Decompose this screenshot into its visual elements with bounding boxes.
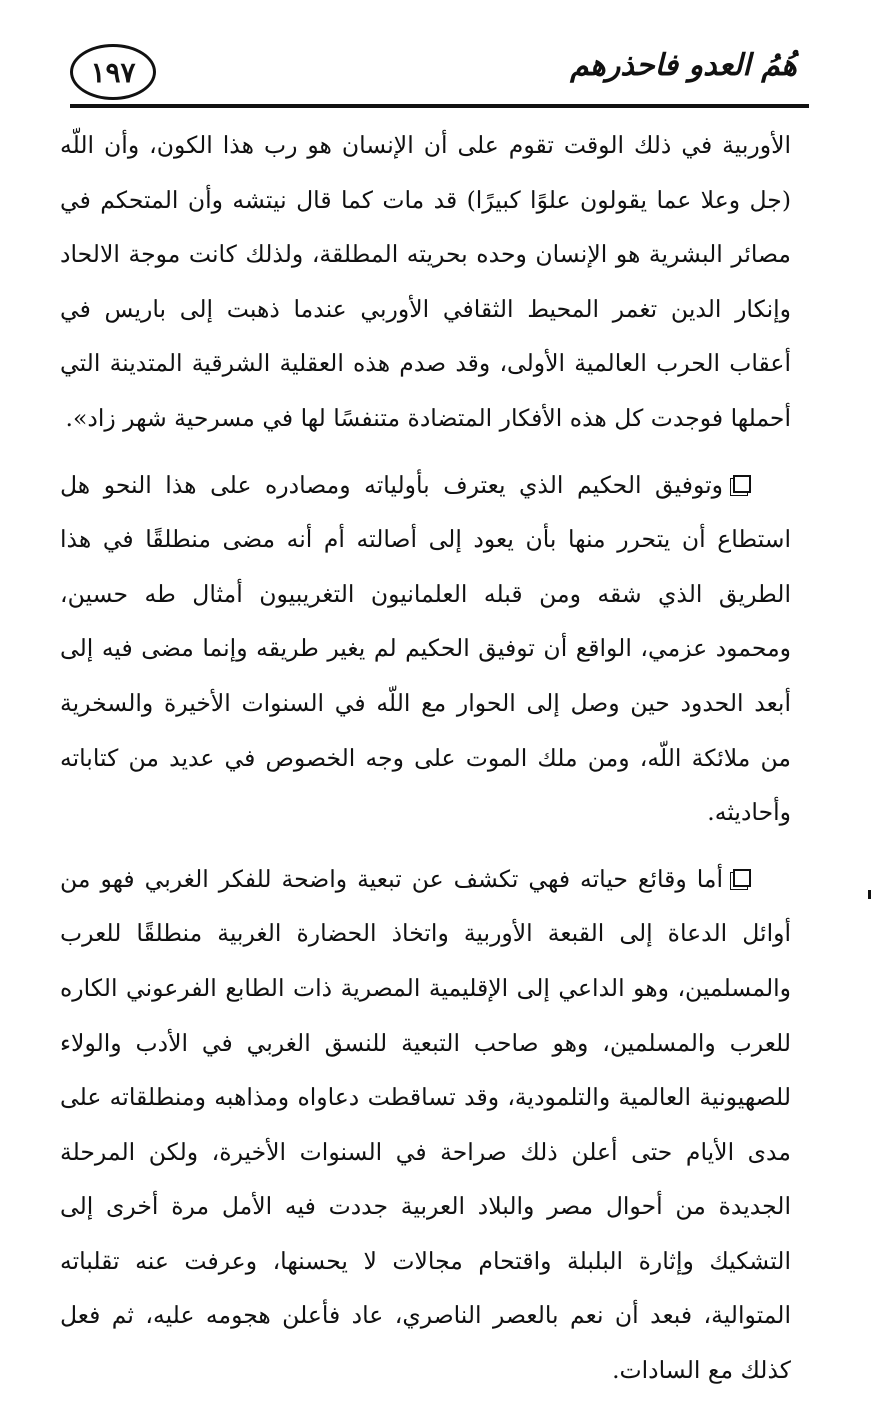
square-bullet-icon bbox=[733, 869, 751, 887]
body-text bbox=[60, 118, 791, 1410]
square-bullet-icon bbox=[733, 475, 751, 493]
paragraph-text: وتوفيق الحكيم الذي يعترف بأولياته ومصادره على هذا النحو هل استطاع أن يتحرر منها بأن يعود إلى أصالته أم أنه مضى منطلقًا في هذا الطريق الذي شقه ومن قبله العلمانيون التغريبيون أمثال طه حسين، ومحمود عزمي، الواقع أن توفيق الحكيم لم يغير طريقه وإنما مضى فيه إلى أبعد الحدود حين وصل إلى الحوار مع اللّه في السنوات الأخيرة والسخرية من ملائكة اللّه، ومن ملك الموت على وجه الخصوص في عديد من كتاباته وأحاديثه. bbox=[60, 470, 792, 827]
paragraph-1 bbox=[60, 118, 791, 446]
paragraph-2 bbox=[60, 458, 791, 840]
page-number-frame bbox=[70, 44, 156, 100]
page-number: ١٩٧ bbox=[90, 55, 136, 89]
running-title: هُمُ العدو فاحذرهم bbox=[570, 48, 797, 83]
paragraph-3 bbox=[60, 852, 791, 1398]
paragraph-text: الأوربية في ذلك الوقت تقوم على أن الإنسان هو رب هذا الكون، وأن اللّه (جل وعلا عما يقولون علوًا كبيرًا) قد مات كما قال نيتشه وأن المتحكم في مصائر البشرية هو الإنسان وحده بحريته المطلقة، ولذلك كانت موجة الالحاد وإنكار الدين تغمر المحيط الثقافي الأوربي عندما ذهبت إلى باريس في أعقاب الحرب العالمية الأولى، وقد صدم هذه العقلية الشرقية المتدينة التي أحملها فوجدت كل هذه الأفكار المتضادة متنفسًا لها في مسرحية شهر زاد». bbox=[60, 131, 791, 432]
page-header bbox=[70, 44, 805, 108]
scan-speck bbox=[868, 890, 871, 899]
paragraph-text: أما وقائع حياته فهي تكشف عن تبعية واضحة للفكر الغربي فهو من أوائل الدعاة إلى القبعة الأوربية واتخاذ الحضارة الغربية منطلقًا للعرب والمسلمين، وهو الداعي إلى الإقليمية المصرية ذات الطابع الفرعوني الكاره للعرب والمسلمين، وهو صاحب التبعية للنسق الغربي في الأدب والولاء للصهيونية العالمية والتلمودية، وقد تساقطت دعاواه ومذاهبه ومنطلقاته على مدى الأيام حتى أعلن ذلك صراحة في السنوات الأخيرة، ولكن المرحلة الجديدة من أحوال مصر والبلاد العربية جددت فيه الأمل مرة أخرى إلى التشكيك وإثارة البلبلة واقتحام مجالات لا يحسنها، وعرفت عنه تقلباته المتوالية، فبعد أن نعم بالعصر الناصري، عاد فأعلن هجومه عليه، ثم فعل كذلك مع السادات. bbox=[60, 864, 791, 1385]
header-rule bbox=[70, 104, 809, 108]
